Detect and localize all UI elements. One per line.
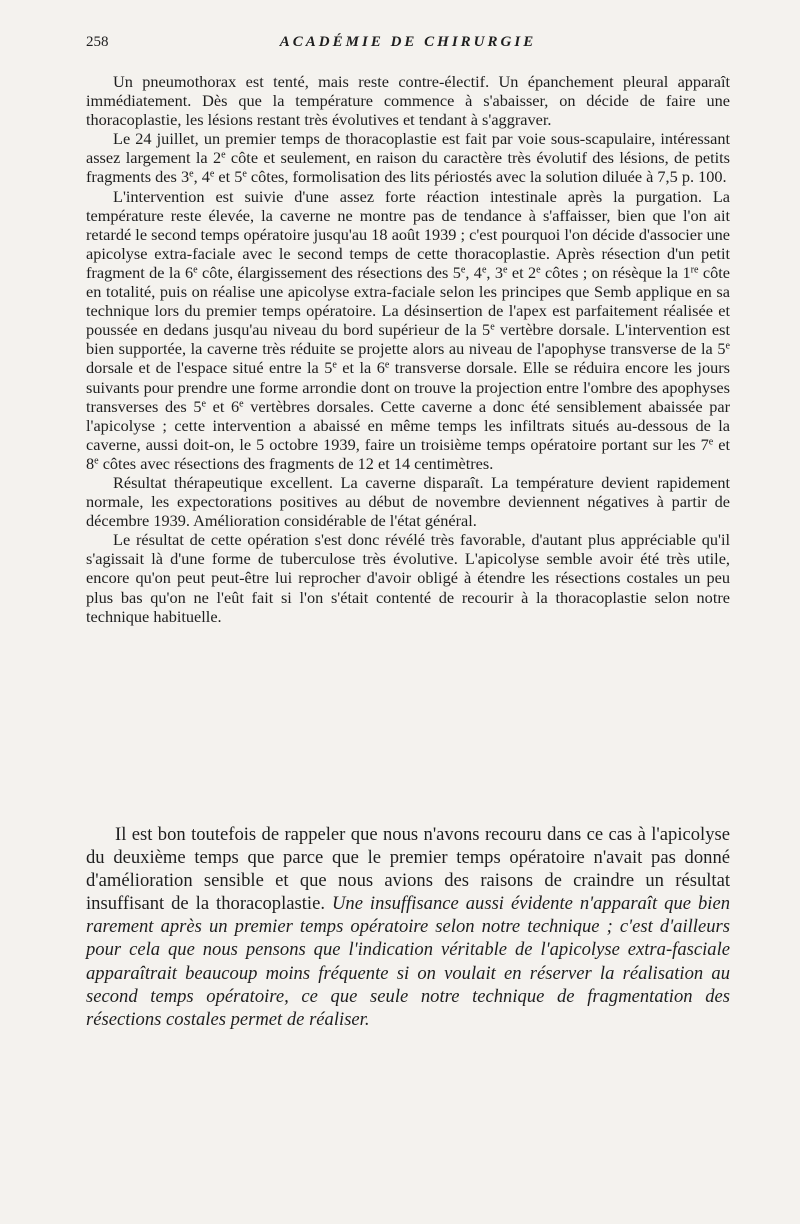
closing-italic-text: Une insuffisance aussi évidente n'apparaît que bien rarement après un premier temps opératoire selon notre technique ; c'est d'ailleurs pour cela que nous pensons que l'indication véritable de l'apicolyse extra-fasciale apparaîtrait beaucoup moins fréquente si on voulait en réserver la réalisation au second temps opératoire, ce que seule notre technique de fragmentation des résections costales permet de réaliser. bbox=[86, 893, 730, 1030]
page-header bbox=[86, 34, 730, 56]
running-title: ACADÉMIE DE CHIRURGIE bbox=[279, 34, 537, 50]
paragraph: Le résultat de cette opération s'est donc révélé très favorable, d'autant plus appréciable qu'il s'agissait là d'une forme de tuberculose très évolutive. L'apicolyse semble avoir été très utile, encore qu'on peut peut-être lui reprocher d'avoir obligé à étendre les résections costales un peu plus bas qu'on ne l'eût fait si l'on s'était contenté de recourir à la thoracoplastie selon notre technique habituelle. bbox=[86, 530, 730, 626]
ordinal-superscript: e bbox=[94, 455, 99, 467]
ordinal-superscript: e bbox=[201, 398, 206, 410]
text-run: côtes ; on résèque la 1 bbox=[540, 262, 691, 282]
text-run: côte, élargissement des résections des 5 bbox=[197, 262, 461, 282]
text-run: et 2 bbox=[507, 262, 537, 282]
closing-paragraph bbox=[86, 823, 730, 1031]
ordinal-superscript: e bbox=[708, 436, 714, 448]
text-run: transverse dorsale. Elle se réduira encore les jours suivants pour prendre une forme arrondie dont on trouve la projection entre l'ombre des apophyses transverses des 5 bbox=[86, 358, 730, 416]
text-run: côtes, formolisation des lits périostés avec la solution diluée à 7,5 p. 100. bbox=[246, 167, 727, 187]
text-run: L'intervention est suivie d'une assez forte réaction intestinale après la purgation. La température reste élevée, la caverne ne montre pas de tendance à s'affaisser, bien que l'on ait retardé le second temps opératoire jusqu'au 18 août 1939 ; c'est pourquoi l'on décide d'associer une apicolyse extra-faciale avec le second temps de cette thoracoplastie. Après résection d'un petit fragment de la 6 bbox=[86, 186, 730, 282]
paragraph: Résultat thérapeutique excellent. La caverne disparaît. La température devient rapidement normale, les expectorations positives au début de novembre deviennent négatives à partir de décembre 1939. Amélioration considérable de l'état général. bbox=[86, 472, 730, 531]
text-run: et la 6 bbox=[336, 358, 385, 378]
ordinal-superscript: e bbox=[384, 359, 390, 371]
ordinal-superscript: e bbox=[221, 149, 226, 161]
text-run: vertèbre dorsale. L'intervention est bien supportée, la caverne très réduite se projette alors au niveau de l'apophyse transverse de la 5 bbox=[86, 320, 730, 359]
paragraph: Un pneumothorax est tenté, mais reste contre-électif. Un épanchement pleural apparaît immédiatement. Dès que la température commence à s'abaisser, on décide de faire une thoracoplastie, les lésions restant très évolutives et tendant à s'aggraver. bbox=[86, 72, 730, 130]
ordinal-superscript: e bbox=[332, 359, 337, 371]
ordinal-superscript: e bbox=[481, 264, 487, 276]
body-text bbox=[86, 72, 730, 626]
text-run: vertèbres dorsales. Cette caverne a donc été sensiblement abaissée par l'apicolyse ; cette intervention a abaissé en même temps les infiltrats situés au-dessous de la caverne, aussi doit-on, le 5 octobre 1939, faire un troisième temps opératoire portant sur les 7 bbox=[86, 396, 730, 454]
ordinal-superscript: e bbox=[242, 168, 247, 180]
ordinal-superscript: e bbox=[209, 168, 215, 180]
ordinal-superscript: e bbox=[536, 264, 541, 276]
ordinal-superscript: e bbox=[193, 264, 198, 276]
ordinal-superscript: e bbox=[460, 264, 466, 276]
ordinal-superscript: e bbox=[189, 168, 194, 180]
text-run: , 3 bbox=[486, 262, 503, 282]
text-run: et 5 bbox=[214, 167, 243, 187]
text-run: Le 24 juillet, un premier temps de thoracoplastie est fait par voie sous-scapulaire, intéressant assez largement la 2 bbox=[86, 129, 730, 168]
text-run: , 4 bbox=[193, 167, 210, 187]
ordinal-superscript: re bbox=[690, 264, 699, 276]
text-run: côte et seulement, en raison du caractère très évolutif des lésions, de petits fragments des 3 bbox=[86, 148, 730, 187]
text-run: et 6 bbox=[205, 396, 240, 416]
paragraph bbox=[86, 187, 730, 473]
ordinal-superscript: e bbox=[503, 264, 508, 276]
ordinal-superscript: e bbox=[490, 321, 495, 333]
page-number: 258 bbox=[86, 34, 109, 50]
ordinal-superscript: e bbox=[725, 340, 730, 352]
text-run: dorsale et de l'espace situé entre la 5 bbox=[86, 358, 333, 378]
text-run: , 4 bbox=[465, 262, 482, 282]
closing-roman-text: Il est bon toutefois de rappeler que nous n'avons recouru dans ce cas à l'apicolyse du deuxième temps que parce que le premier temps opératoire n'avait pas donné d'amélioration sensible et que nous avions des raisons de craindre un résultat insuffisant de la thoracoplastie. bbox=[86, 824, 730, 915]
paragraph bbox=[86, 129, 730, 186]
text-run: côte en totalité, puis on réalise une apicolyse extra-faciale selon les principes que Semb applique en sa technique lors du premier temps opératoire. La désinsertion de l'apex est parfaitement réalisée et poussée en dedans jusqu'au niveau du bord supérieur de la 5 bbox=[86, 262, 730, 340]
text-run: et 8 bbox=[86, 434, 730, 473]
ordinal-superscript: e bbox=[239, 398, 244, 410]
text-run: côtes avec résections des fragments de 12 et 14 centimètres. bbox=[98, 453, 494, 473]
